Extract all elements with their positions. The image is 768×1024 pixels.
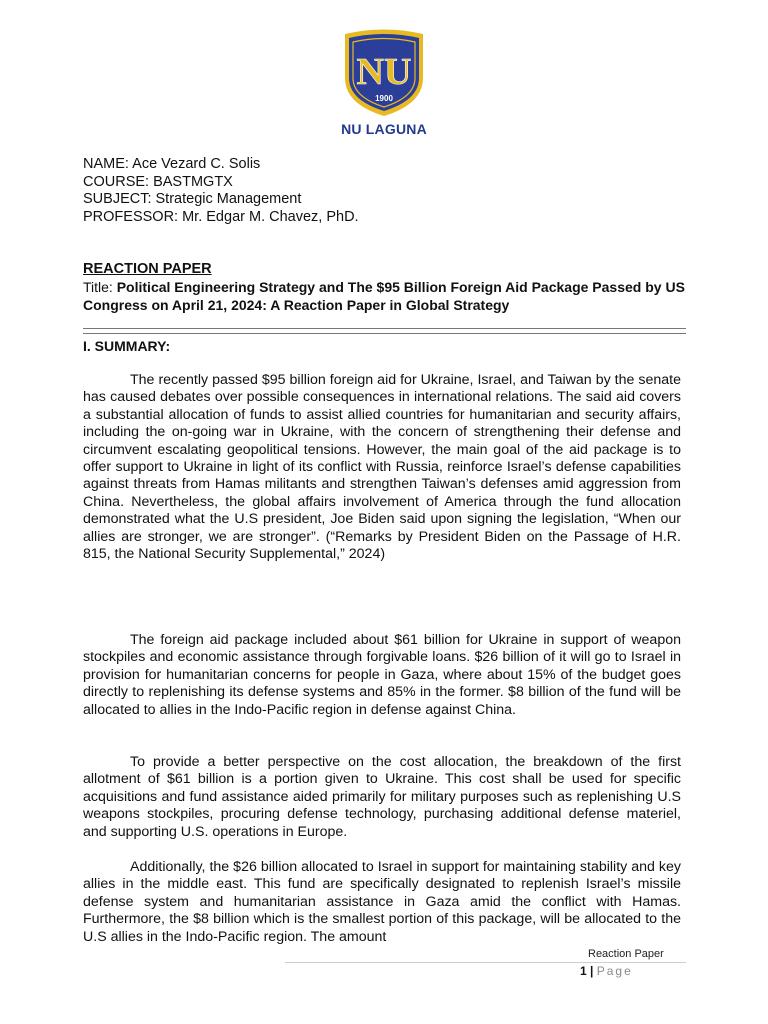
section-heading: I. SUMMARY: [83, 338, 171, 354]
paragraph-4: Additionally, the $26 billion allocated to Israel in support for maintaining stability and key allies in the middle east. This fund are specifically designated to replenish Israel’s missile defense system and humanitarian assistance in Gaza amid the conflict with Hamas. Furthermore, the $8 billion which is the smallest portion of this package, will be allocated to the U.S allies in the Indo-Pacific region. The amount [83, 859, 681, 945]
page-word: Page [596, 964, 633, 978]
reaction-paper-label: REACTION PAPER [83, 261, 212, 277]
page-separator: | [590, 964, 594, 978]
paragraph-1: The recently passed $95 billion foreign aid for Ukraine, Israel, and Taiwan by the senate has caused debates over possible consequences in international relations. The said aid covers a substantial allocation of funds to assist allied countries for humanitarian and security affairs, including the on-going war in Ukraine, with the concern of strengthening their defense and circumvent escalating geopolitical tensions. However, the main goal of the aid package is to offer support to Ukraine in light of its conflict with Russia, reinforce Israel’s defense capabilities against threats from Hamas militants and strengthen Taiwan’s defenses amid aggression from China. Nevertheless, the global affairs involvement of America through the fund allocation demonstrated what the U.S president, Joe Biden said upon signing the legislation, “When our allies are stronger, we are stronger”. (“Remarks by President Biden on the Passage of H.R. 815, the National Security Supplemental,” 2024) [83, 372, 681, 563]
footer-label: Reaction Paper [588, 948, 664, 960]
paragraph-3: To provide a better perspective on the cost allocation, the breakdown of the first allotment of $61 billion is a portion given to Ukraine. This cost shall be used for specific acquisitions and fund assistance aided primarily for military purposes such as replenishing U.S weapons stockpiles, procuring defense technology, purchasing additional defense materiel, and supporting U.S. operations in Europe. [83, 754, 681, 840]
logo-letters: NU [356, 51, 412, 93]
page-number-value: 1 [580, 964, 587, 978]
info-subject: SUBJECT: Strategic Management [83, 191, 302, 207]
info-course: COURSE: BASTMGTX [83, 173, 233, 190]
student-info [83, 156, 359, 226]
info-name: NAME: Ace Vezard C. Solis [83, 156, 261, 172]
logo-year: 1900 [375, 94, 393, 103]
info-professor: PROFESSOR: Mr. Edgar M. Chavez, PhD. [83, 208, 359, 225]
page-number [580, 964, 633, 978]
org-name: NU LAGUNA [341, 121, 427, 137]
title-prefix: Title: [83, 279, 117, 295]
paper-title [83, 278, 686, 314]
section-divider [83, 328, 686, 334]
footer-divider [285, 962, 686, 963]
title-text: Political Engineering Strategy and The $95 Billion Foreign Aid Package Passed by US Congress on April 21, 2024: A Reaction Paper in Global Strategy [83, 279, 685, 313]
nu-shield-logo [339, 28, 429, 118]
paragraph-2: The foreign aid package included about $61 billion for Ukraine in support of weapon stockpiles and economic assistance through forgivable loans. $26 billion of it will go to Israel in provision for humanitarian concerns for people in Gaza, where about 15% of the budget goes directly to replenishing its defense systems and 85% in the former. $8 billion of the fund will be allocated to allies in the Indo-Pacific region in defense against China. [83, 632, 681, 718]
